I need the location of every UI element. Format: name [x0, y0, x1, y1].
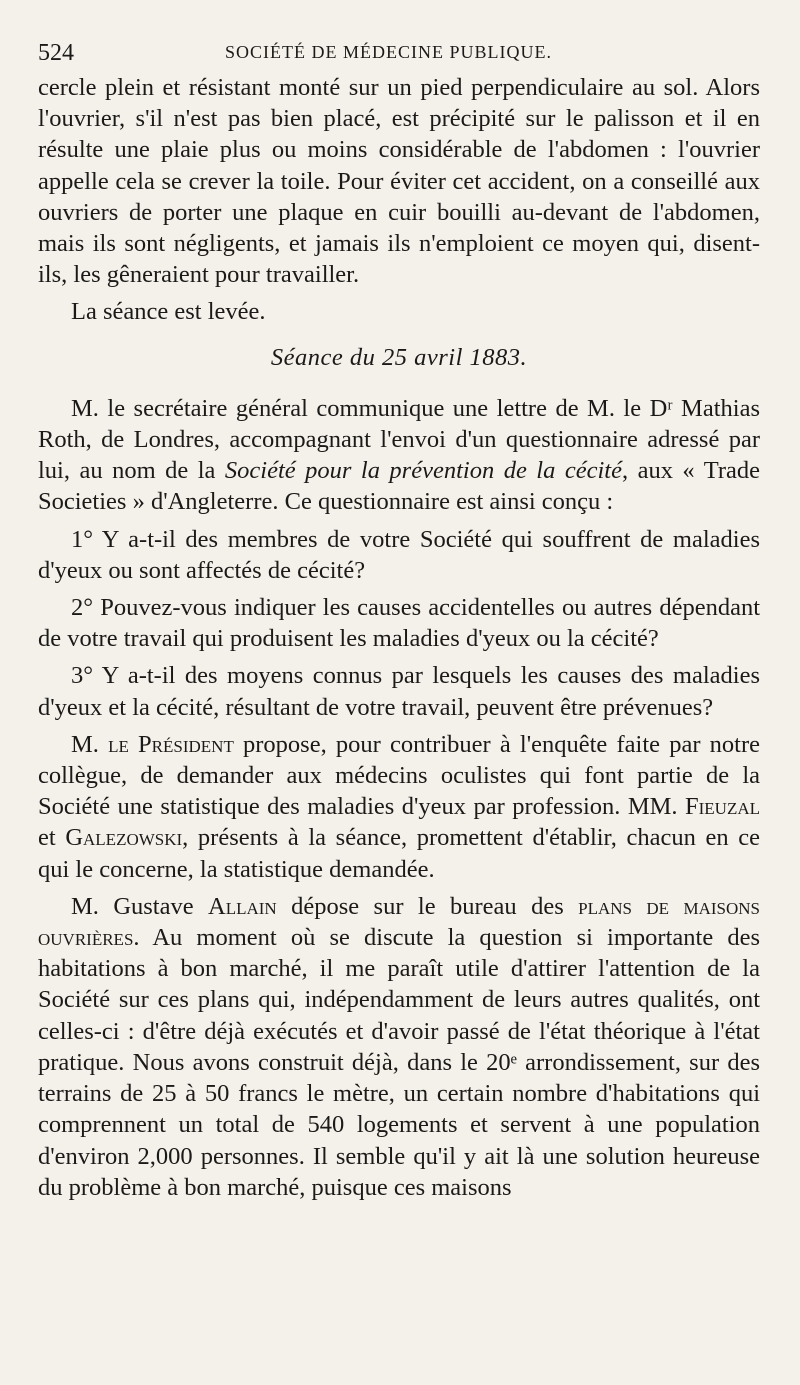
allain-text-3: . Au moment où se discute la question si importante des habitations à bon marché, il me paraît utile d'attirer l'attention de la Société sur ces plans qui, indépendamment de leurs autres qualités, ont celles-ci : d'être déjà exécutés et d'avoir passé de l'état théorique à l'état pratique. Nous avons construit déjà, dans le 20ᵉ arrondissement, sur des terrains de 25 à 50 francs le mètre, un certain nombre d'habitations qui comprennent un total de 540 logements et servent à une population d'environ 2,000 personnes. Il semble qu'il y ait là une solution heureuse du problème à bon marché, puisque ces maisons	[38, 924, 760, 1201]
page-number: 524	[38, 40, 74, 66]
paragraph-session-closed: La séance est levée.	[71, 298, 266, 326]
paragraph-letter	[38, 393, 760, 518]
page-body	[38, 72, 760, 1203]
session-heading: Séance du 25 avril 1883.	[270, 343, 528, 371]
president-text-1: M.	[71, 730, 109, 758]
paragraph-continuation: cercle plein et résistant monté sur un pied perpendiculaire au sol. Alors l'ouvrier, s'il n'est pas bien placé, est précipité sur le palisson et il en résulte une plaie plus ou moins considérable de l'abdomen : l'ouvrier appelle cela se crever la toile. Pour éviter cet accident, on a conseillé aux ouvriers de porter une plaque en cuir bouilli au-devant de l'abdomen, mais ils sont négligents, et jamais ils n'emploient ce moyen qui, disent-ils, les gêneraient pour travailler.	[38, 74, 760, 289]
society-name: Société pour la prévention de la cécité	[224, 457, 622, 485]
allain-text-2: dépose sur le bureau des	[276, 892, 579, 920]
question-1: 1° Y a-t-il des membres de votre Société qui souffrent de maladies d'yeux ou sont affectés de cécité?	[38, 525, 760, 584]
question-3: 3° Y a-t-il des moyens connus par lesquels les causes des maladies d'yeux et la cécité, résultant de votre travail, peuvent être prévenues?	[38, 662, 760, 721]
paragraph-president	[38, 729, 760, 885]
paragraph-allain	[38, 891, 760, 1203]
page-header	[38, 30, 760, 72]
president-text-2: propose, pour contribuer à l'enquête faite par notre collègue, de demander aux médecins oculistes qui font partie de la Société une statistique des maladies d'yeux par profession. MM.	[38, 730, 760, 821]
question-2: 2° Pouvez-vous indiquer les causes accidentelles ou autres dépendant de votre travail qui produisent les maladies d'yeux ou la cécité?	[38, 594, 760, 653]
letter-text-1: M. le secrétaire général communique une lettre de M. le Dʳ Mathias Roth, de Londres, accompagnant l'envoi d'un questionnaire adressé par lui, au nom de la	[38, 394, 760, 485]
running-head: SOCIÉTÉ DE MÉDECINE PUBLIQUE.	[225, 42, 552, 62]
president-title: le Président	[108, 730, 234, 758]
name-fieuzal: Fieuzal	[685, 793, 760, 821]
name-galezowski: Galezowski	[65, 824, 183, 852]
president-text-4: , présents à la séance, promettent d'établir, chacun en ce qui le concerne, la statistique demandée.	[38, 824, 761, 883]
plans-title: plans de maisons ouvrières	[38, 892, 760, 952]
letter-text-2: , aux « Trade Societies » d'Angleterre. Ce questionnaire est ainsi conçu :	[38, 457, 760, 516]
president-text-3: et	[38, 824, 66, 852]
name-allain: Allain	[208, 892, 277, 920]
allain-text-1: M. Gustave	[71, 892, 209, 920]
